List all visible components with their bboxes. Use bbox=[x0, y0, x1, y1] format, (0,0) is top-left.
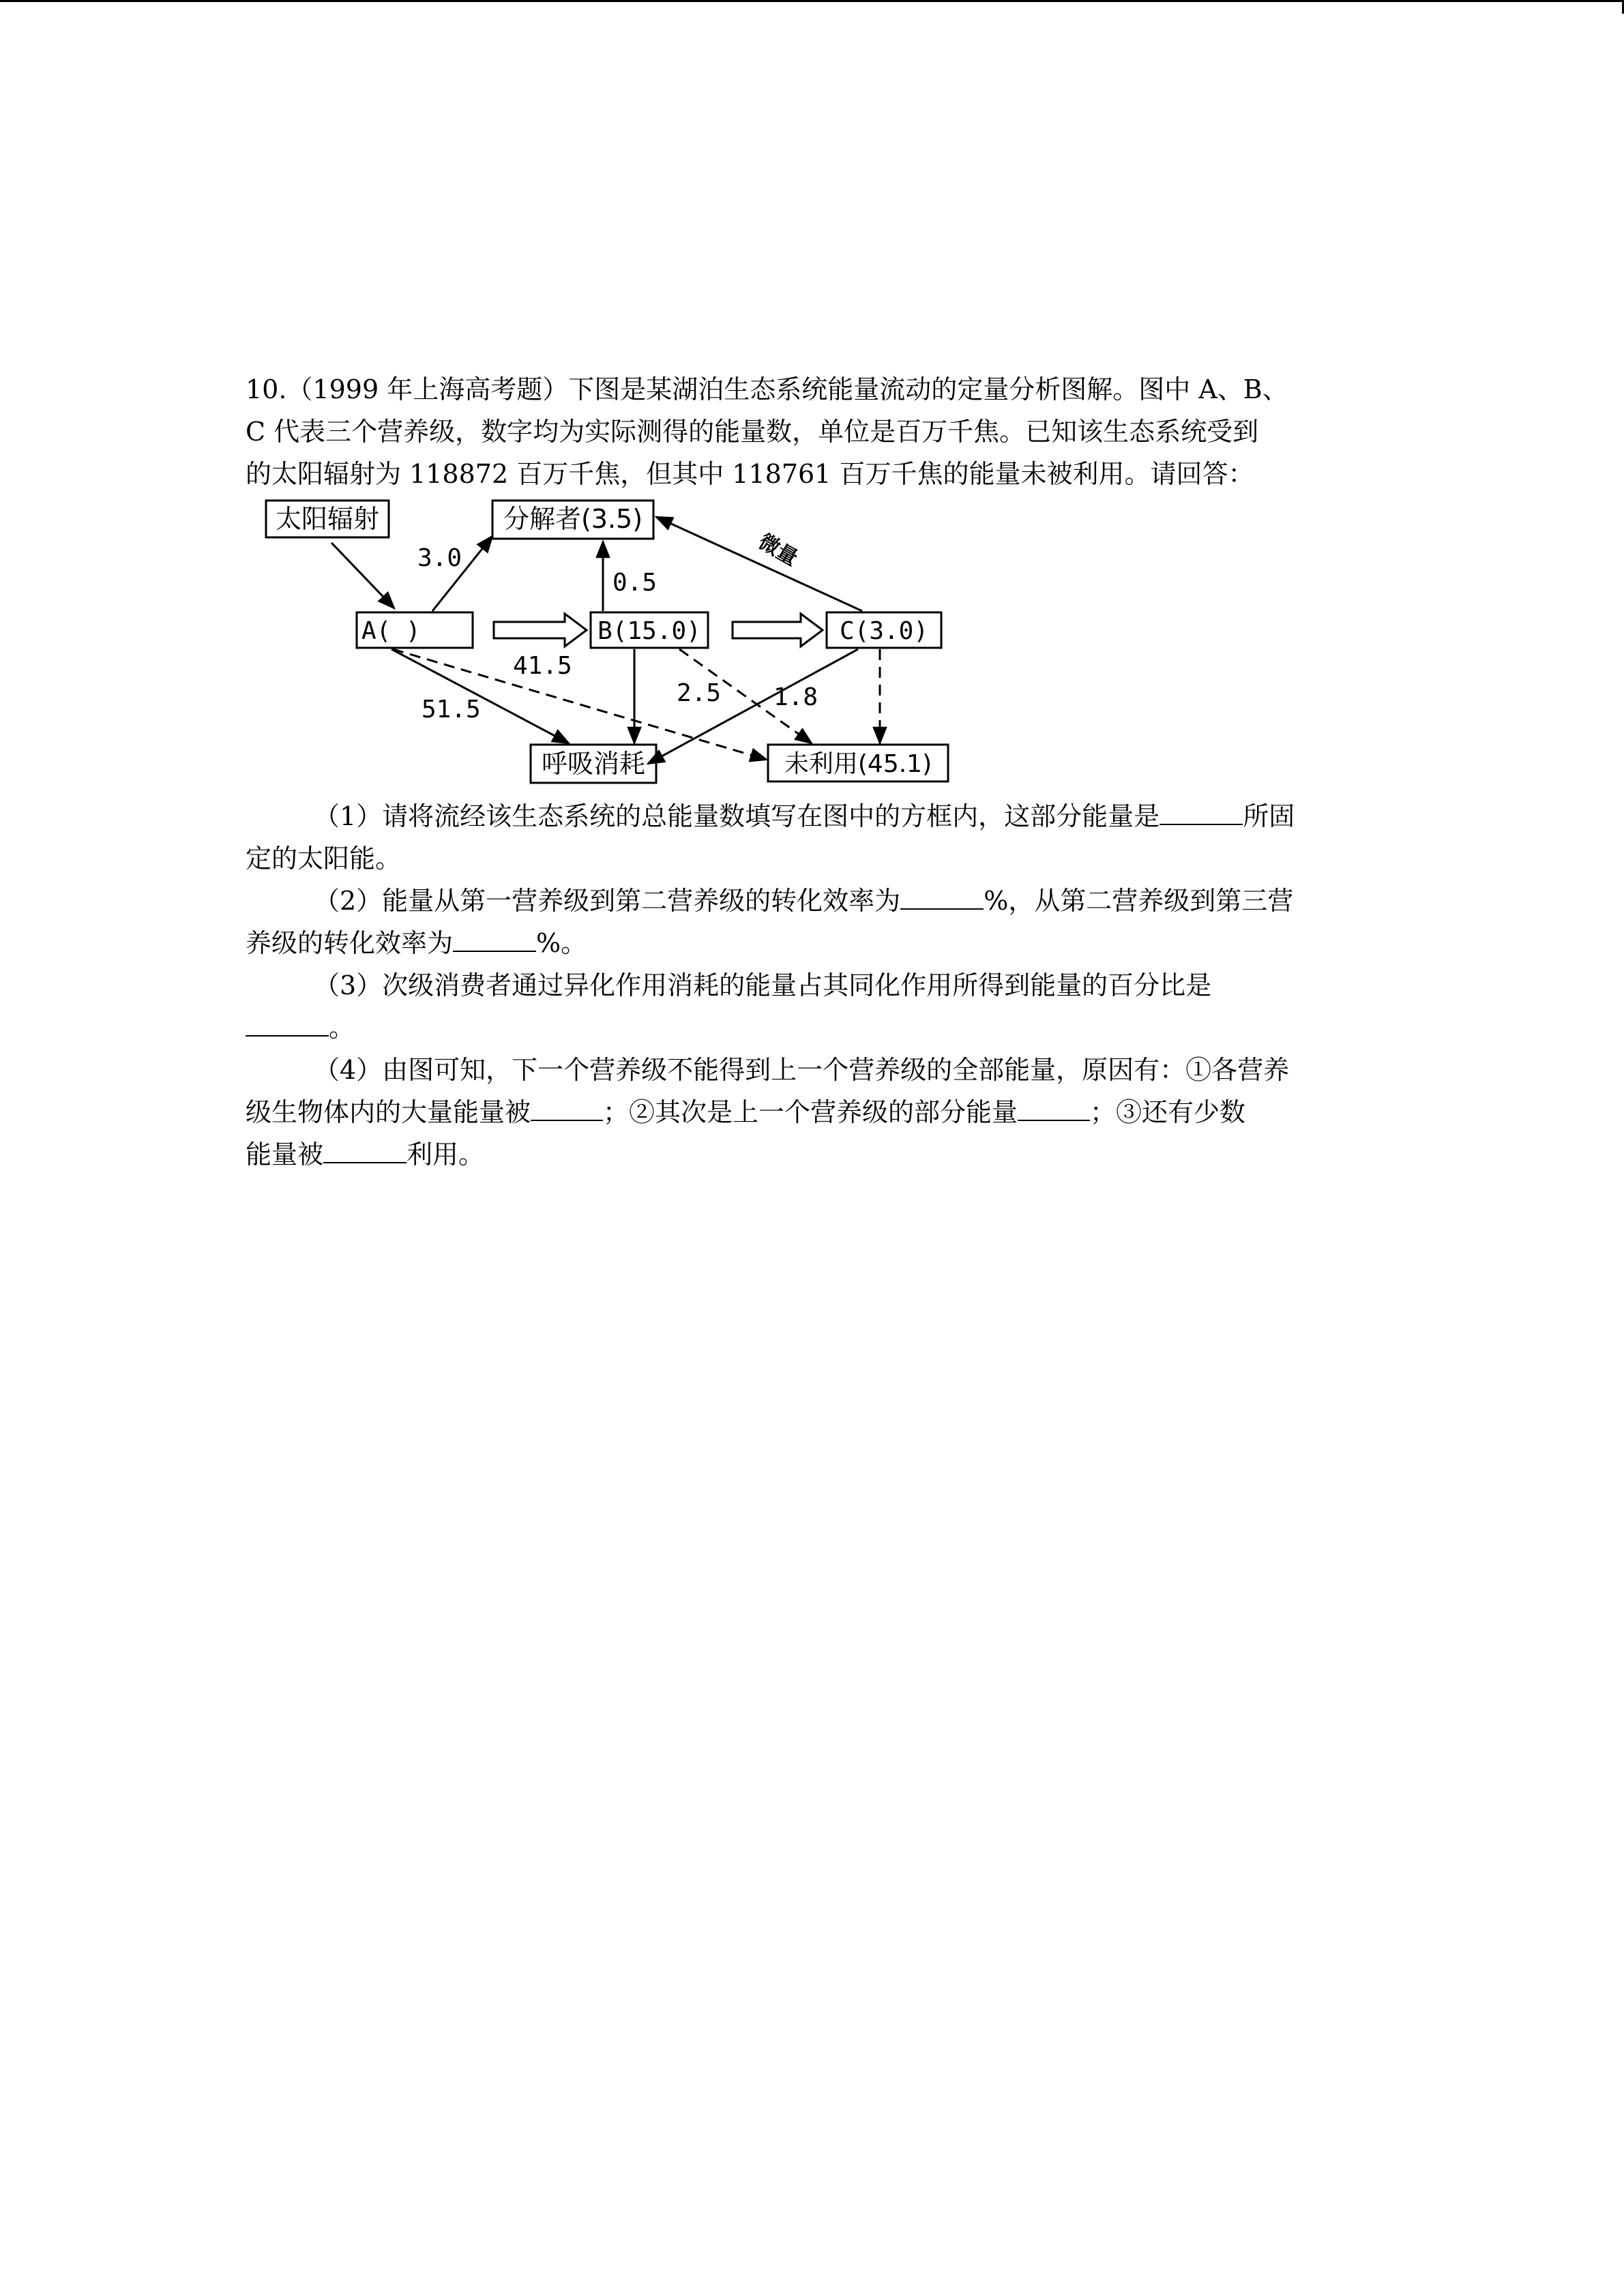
q4-answer-blank-2[interactable] bbox=[1018, 1097, 1090, 1121]
q2-text-c: 养级的转化效率为 bbox=[246, 928, 454, 958]
q1-line-1 bbox=[314, 795, 1295, 837]
q3-line-1: （3）次级消费者通过异化作用消耗的能量占其同化作用所得到能量的百分比是 bbox=[314, 970, 1212, 1000]
consumer-c-label: C(3.0) bbox=[839, 617, 929, 645]
question-stem-line-3: 的太阳辐射为 118872 百万千焦，但其中 118761 百万千焦的能量未被利用。请回答： bbox=[246, 459, 1254, 489]
producer-a-label: A( ) bbox=[361, 617, 421, 645]
q1-line-2: 定的太阳能。 bbox=[246, 844, 402, 874]
value-a-to-respiration: 51.5 bbox=[422, 696, 481, 724]
question-stem-line-1: 10.（1999 年上海高考题）下图是某湖泊生态系统能量流动的定量分析图解。图中 A、B、 bbox=[246, 374, 1288, 404]
q3-text-b: 。 bbox=[329, 1013, 355, 1043]
energy-flow-diagram bbox=[0, 0, 1624, 818]
q4-text-f: 利用。 bbox=[407, 1139, 485, 1169]
q4-text-e: 能量被 bbox=[246, 1139, 324, 1169]
q2-text-b: %，从第二营养级到第三营 bbox=[984, 886, 1294, 916]
q4-line-3 bbox=[246, 1133, 484, 1176]
q2-answer-blank-1[interactable] bbox=[900, 885, 984, 910]
consumer-c-box bbox=[827, 612, 941, 648]
unused-box bbox=[768, 745, 948, 781]
solar-radiation-box bbox=[266, 501, 389, 537]
q4-text-c: ；②其次是上一个营养级的部分能量 bbox=[603, 1097, 1018, 1127]
value-c-to-decomposer: 微量 bbox=[754, 529, 802, 571]
transfer-arrow-a-to-b bbox=[494, 614, 587, 646]
value-a-to-decomposer: 3.0 bbox=[417, 544, 462, 572]
transfer-arrow-b-to-c bbox=[733, 614, 823, 646]
q3-answer-blank[interactable] bbox=[246, 1012, 329, 1037]
q1-text-a: （1）请将流经该生态系统的总能量数填写在图中的方框内，这部分能量是 bbox=[314, 801, 1160, 831]
q2-line-2 bbox=[246, 922, 587, 964]
q4-line-1: （4）由图可知，下一个营养级不能得到上一个营养级的全部能量，原因有：①各营养 bbox=[314, 1055, 1290, 1085]
value-b-to-unused: 2.5 bbox=[677, 679, 722, 707]
producer-a-box bbox=[357, 612, 473, 648]
consumer-b-box bbox=[591, 612, 708, 648]
q4-line-2 bbox=[246, 1091, 1245, 1133]
consumer-b-label: B(15.0) bbox=[597, 617, 701, 645]
value-c-to-respiration: 1.8 bbox=[773, 683, 818, 711]
question-stem-line-2: C 代表三个营养级，数字均为实际测得的能量数，单位是百万千焦。已知该生态系统受到 bbox=[246, 417, 1259, 447]
arrow-sun-to-a bbox=[331, 543, 394, 608]
q2-answer-blank-2[interactable] bbox=[453, 927, 536, 952]
respiration-label: 呼吸消耗 bbox=[541, 749, 646, 779]
q4-answer-blank-3[interactable] bbox=[323, 1139, 407, 1163]
q3-line-2 bbox=[246, 1007, 355, 1049]
q1-text-b: 所固 bbox=[1243, 801, 1295, 831]
q2-text-d: %。 bbox=[536, 928, 587, 958]
q4-answer-blank-1[interactable] bbox=[531, 1097, 603, 1121]
q4-text-b: 级生物体内的大量能量被 bbox=[246, 1097, 531, 1127]
q4-text-d: ；③还有少数 bbox=[1090, 1097, 1246, 1127]
q1-answer-blank[interactable] bbox=[1160, 801, 1243, 825]
decomposer-box bbox=[492, 501, 653, 539]
q2-text-a: （2）能量从第一营养级到第二营养级的转化效率为 bbox=[314, 886, 901, 916]
unused-label: 未利用(45.1) bbox=[784, 750, 932, 778]
solar-radiation-label: 太阳辐射 bbox=[275, 504, 380, 534]
value-b-to-decomposer: 0.5 bbox=[612, 569, 658, 597]
respiration-box bbox=[531, 745, 656, 783]
value-a-to-unused: 41.5 bbox=[513, 652, 572, 680]
arrow-c-to-decomposer bbox=[656, 517, 862, 611]
decomposer-label: 分解者(3.5) bbox=[503, 504, 643, 534]
q2-line-1 bbox=[314, 880, 1293, 922]
